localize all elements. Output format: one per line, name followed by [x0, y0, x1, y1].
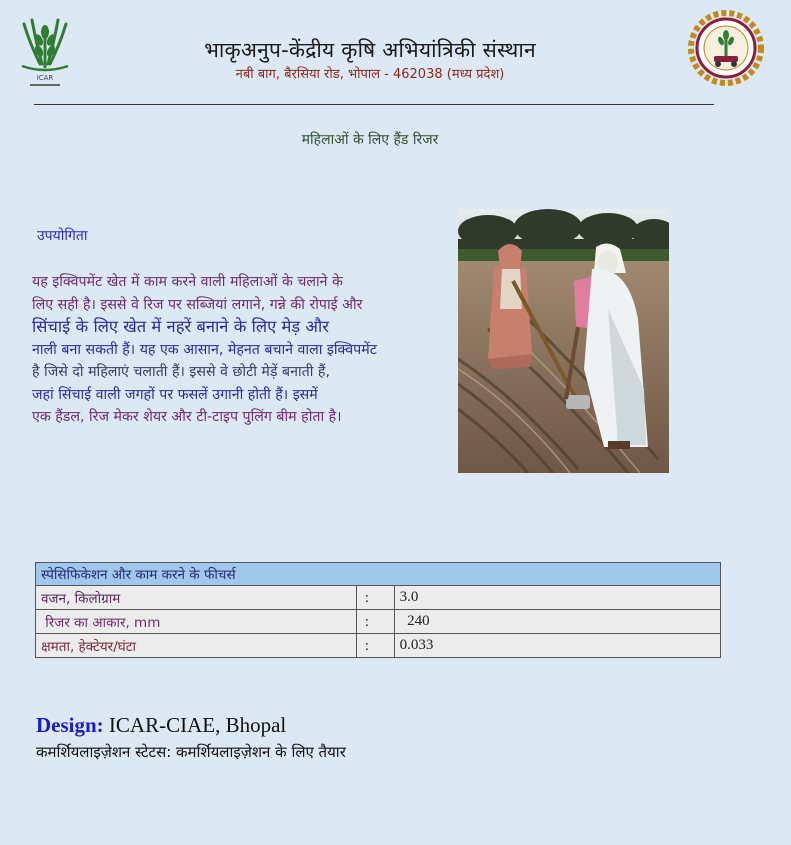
utility-line: नाली बना सकती हैं। यह एक आसान, मेहनत बचाने वाला इक्विपमेंट: [32, 341, 377, 358]
table-row: [36, 586, 721, 610]
utility-line: एक हैंडल, रिज मेकर शेयर और टी-टाइप पुलिंग बीम होता है।: [32, 409, 342, 425]
spec-separator: :: [356, 586, 394, 610]
design-credit: [36, 713, 286, 738]
spec-label: क्षमता, हेक्टेयर/घंटा: [36, 634, 357, 658]
table-row: [36, 634, 721, 658]
table-header-row: [36, 563, 721, 586]
utility-line: है जिसे दो महिलाएं चलाती हैं। इससे वे छोटी मेड़ें बनाती हैं,: [32, 364, 330, 380]
icar-wheat-logo-icon: [16, 14, 74, 92]
design-value: ICAR-CIAE, Bhopal: [103, 713, 287, 737]
utility-line: यह इक्विपमेंट खेत में काम करने वाली महिलाओं के चलाने के: [32, 274, 343, 290]
spec-separator: :: [356, 610, 394, 634]
table-heading: स्पेसिफिकेशन और काम करने के फीचर्स: [36, 563, 721, 586]
spec-value: 0.033: [394, 634, 720, 658]
spec-label: रिजर का आकार, mm: [36, 610, 357, 634]
specification-table: [35, 562, 721, 658]
institute-address: नबी बाग, बैरसिया रोड, भोपाल - 462038 (मध्य प्रदेश): [235, 67, 505, 82]
header-divider: [34, 104, 714, 105]
two-women-using-hand-ridger-photo: [458, 209, 669, 473]
utility-line: लिए सही है। इससे वे रिज पर सब्जियां लगाने, गन्ने की रोपाई और: [32, 296, 363, 313]
commercialization-status: कमर्शियलाइज़ेशन स्टेटस: कमर्शियलाइज़ेशन के लिए तैयार: [36, 743, 346, 761]
utility-line: सिंचाई के लिए खेत में नहरें बनाने के लिए मेड़ और: [32, 317, 330, 336]
spec-separator: :: [356, 634, 394, 658]
institute-name: भाकृअनुप-केंद्रीय कृषि अभियांत्रिकी संस्थान: [204, 38, 536, 62]
page-title: महिलाओं के लिए हैंड रिजर: [301, 132, 439, 148]
utility-heading: उपयोगिता: [37, 228, 88, 244]
ciae-gear-emblem-icon: [688, 10, 764, 86]
utility-line: जहां सिंचाई वाली जगहों पर फसलें उगानी होती हैं। इसमें: [32, 386, 318, 403]
design-label: Design:: [36, 713, 104, 737]
utility-description: [32, 271, 452, 429]
spec-value: 240: [394, 610, 720, 634]
table-row: [36, 610, 721, 634]
spec-value: 3.0: [394, 586, 720, 610]
logo-caption: ICAR: [36, 74, 54, 82]
spec-label: वजन, किलोग्राम: [36, 586, 357, 610]
